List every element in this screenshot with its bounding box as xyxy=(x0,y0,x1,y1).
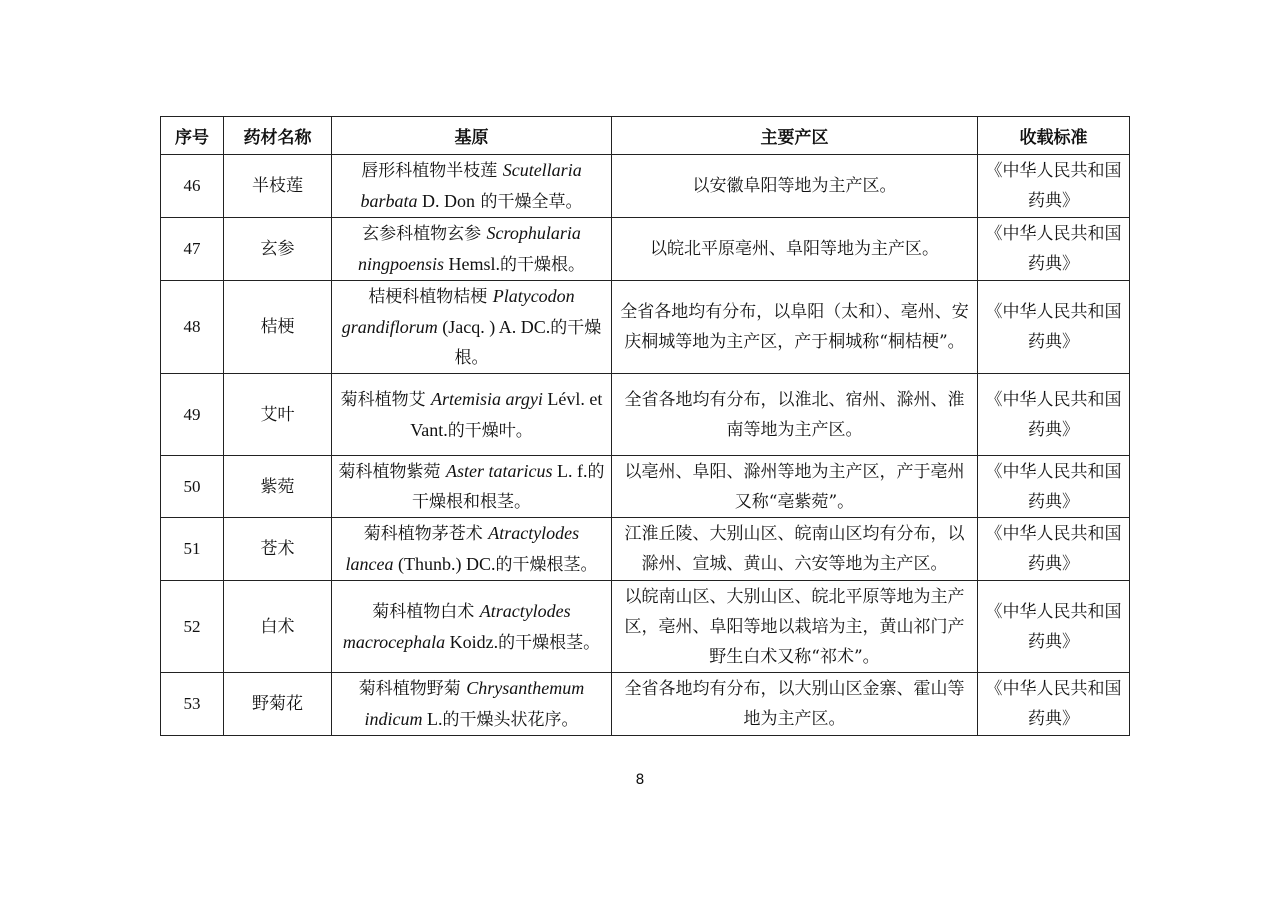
header-standard: 收载标准 xyxy=(978,117,1130,155)
origin-text: 菊科植物紫菀 xyxy=(338,462,446,482)
herb-name: 半枝莲 xyxy=(224,155,332,218)
table-row xyxy=(161,673,1130,736)
author-citation: Lévl. et Vant. xyxy=(410,388,603,440)
scientific-name: Chrysanthemum indicum xyxy=(364,678,585,729)
origin-text: 菊科植物白术 xyxy=(372,601,480,622)
scientific-name: Aster tataricus xyxy=(445,461,553,481)
row-number: 46 xyxy=(161,155,224,218)
botanical-origin xyxy=(332,374,612,456)
herb-name: 玄参 xyxy=(224,218,332,281)
botanical-origin xyxy=(332,155,612,218)
scientific-name: Platycodon grandiflorum xyxy=(341,286,575,337)
origin-text: 菊科植物茅苍术 xyxy=(363,524,489,544)
herb-name: 桔梗 xyxy=(224,281,332,374)
botanical-origin xyxy=(332,456,612,518)
scientific-name: Artemisia argyi xyxy=(431,388,543,409)
row-number: 49 xyxy=(161,374,224,456)
standard-reference: 《中华人民共和国药典》 xyxy=(978,155,1130,218)
origin-text: 的干燥根。 xyxy=(500,255,585,275)
header-herb-name: 药材名称 xyxy=(224,117,332,155)
botanical-origin xyxy=(332,581,612,673)
botanical-origin xyxy=(332,518,612,581)
scientific-name: Scrophularia ningpoensis xyxy=(357,223,581,274)
table-row xyxy=(161,218,1130,281)
table-row xyxy=(161,281,1130,374)
main-region: 以皖南山区、大别山区、皖北平原等地为主产区，亳州、阜阳等地以栽培为主，黄山祁门产野生白术又称“祁术”。 xyxy=(612,581,978,673)
table-body xyxy=(161,155,1130,736)
origin-text: 桔梗科植物桔梗 xyxy=(368,287,493,307)
scientific-name: Atractylodes lancea xyxy=(345,523,580,574)
row-number: 47 xyxy=(161,218,224,281)
page-number: 8 xyxy=(635,772,645,788)
main-region: 以皖北平原亳州、阜阳等地为主产区。 xyxy=(612,218,978,281)
herb-name: 艾叶 xyxy=(224,374,332,456)
table-row xyxy=(161,581,1130,673)
origin-text: 的干燥根茎。 xyxy=(498,632,601,653)
standard-reference: 《中华人民共和国药典》 xyxy=(978,374,1130,456)
origin-text: 的干燥根。 xyxy=(454,318,602,368)
origin-text: 的干燥全草。 xyxy=(475,192,583,212)
origin-text: 菊科植物艾 xyxy=(340,389,432,410)
main-region: 江淮丘陵、大别山区、皖南山区均有分布，以滁州、宣城、黄山、六安等地为主产区。 xyxy=(612,518,978,581)
row-number: 51 xyxy=(161,518,224,581)
header-main-region: 主要产区 xyxy=(612,117,978,155)
main-region: 以安徽阜阳等地为主产区。 xyxy=(612,155,978,218)
header-number: 序号 xyxy=(161,117,224,155)
table-row xyxy=(161,374,1130,456)
standard-reference: 《中华人民共和国药典》 xyxy=(978,281,1130,374)
standard-reference: 《中华人民共和国药典》 xyxy=(978,581,1130,673)
standard-reference: 《中华人民共和国药典》 xyxy=(978,456,1130,518)
scientific-name: Atractylodes macrocephala xyxy=(342,600,571,652)
author-citation: D. Don xyxy=(417,191,476,211)
author-citation: L. xyxy=(422,709,443,729)
author-citation: Koidz. xyxy=(445,631,499,652)
table-header-row xyxy=(161,117,1130,155)
herb-name: 白术 xyxy=(224,581,332,673)
origin-text: 的干燥叶。 xyxy=(447,420,533,441)
scientific-name: Scutellaria barbata xyxy=(360,160,582,211)
herb-name: 苍术 xyxy=(224,518,332,581)
herb-name: 野菊花 xyxy=(224,673,332,736)
table-row xyxy=(161,155,1130,218)
origin-text: 玄参科植物玄参 xyxy=(362,224,487,244)
row-number: 48 xyxy=(161,281,224,374)
author-citation: Hemsl. xyxy=(444,254,500,274)
author-citation: L. f. xyxy=(552,461,588,481)
standard-reference: 《中华人民共和国药典》 xyxy=(978,673,1130,736)
row-number: 50 xyxy=(161,456,224,518)
origin-text: 的干燥头状花序。 xyxy=(442,710,579,730)
origin-text: 的干燥根茎。 xyxy=(495,555,598,575)
main-region: 全省各地均有分布，以淮北、宿州、滁州、淮南等地为主产区。 xyxy=(612,374,978,456)
origin-text: 菊科植物野菊 xyxy=(358,679,467,699)
author-citation: (Thunb.) DC. xyxy=(393,554,496,574)
table-row xyxy=(161,518,1130,581)
row-number: 52 xyxy=(161,581,224,673)
herb-name: 紫菀 xyxy=(224,456,332,518)
standard-reference: 《中华人民共和国药典》 xyxy=(978,218,1130,281)
main-region: 全省各地均有分布，以大别山区金寨、霍山等地为主产区。 xyxy=(612,673,978,736)
botanical-origin xyxy=(332,218,612,281)
main-region: 以亳州、阜阳、滁州等地为主产区，产于亳州又称“亳紫菀”。 xyxy=(612,456,978,518)
table-row xyxy=(161,456,1130,518)
author-citation: (Jacq. ) A. DC. xyxy=(437,317,551,337)
row-number: 53 xyxy=(161,673,224,736)
origin-text: 的干燥根和根茎。 xyxy=(412,462,605,512)
header-botanical-origin: 基原 xyxy=(332,117,612,155)
standard-reference: 《中华人民共和国药典》 xyxy=(978,518,1130,581)
main-region: 全省各地均有分布，以阜阳（太和）、亳州、安庆桐城等地为主产区，产于桐城称“桐桔梗”。 xyxy=(612,281,978,374)
botanical-origin xyxy=(332,673,612,736)
origin-text: 唇形科植物半枝莲 xyxy=(361,161,503,181)
botanical-origin xyxy=(332,281,612,374)
herb-table xyxy=(160,116,1130,736)
